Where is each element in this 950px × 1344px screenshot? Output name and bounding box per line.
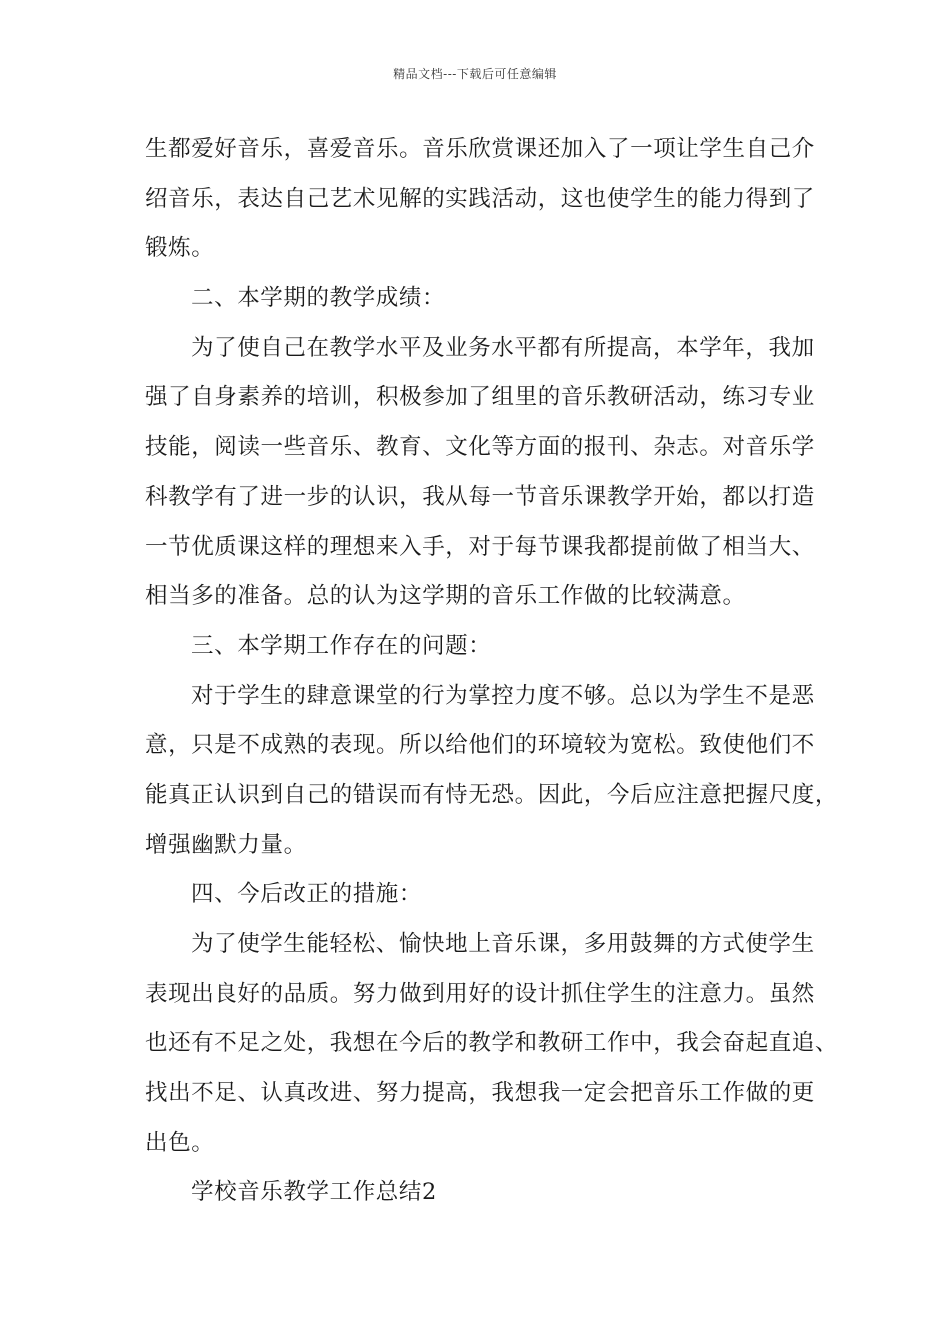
document-body [145,125,839,1218]
paragraph-line: 生都爱好音乐，喜爱音乐。音乐欣赏课还加入了一项让学生自己介 [145,136,815,162]
paragraph-line: 绍音乐，表达自己艺术见解的实践活动，这也使学生的能力得到了 [145,185,815,212]
paragraph-line: 锻炼。 [145,235,215,262]
section-heading: 三、本学期工作存在的问题： [191,632,492,659]
paragraph-line: 也还有不足之处，我想在今后的教学和教研工作中，我会奋起直追、 [145,1030,839,1057]
paragraph-line: 意，只是不成熟的表现。所以给他们的环境较为宽松。致使他们不 [145,732,815,759]
section-heading: 四、今后改正的措施： [191,881,423,908]
paragraph-line: 科教学有了进一步的认识，我从每一节音乐课教学开始，都以打造 [145,483,815,510]
paragraph-line: 对于学生的肆意课堂的行为掌控力度不够。总以为学生不是恶 [191,682,815,709]
paragraph-line: 为了使自己在教学水平及业务水平都有所提高，本学年，我加 [191,334,815,361]
paragraph-line: 为了使学生能轻松、愉快地上音乐课，多用鼓舞的方式使学生 [191,931,815,957]
section-title: 学校音乐教学工作总结2 [191,1179,437,1206]
paragraph-line: 出色。 [145,1129,215,1156]
paragraph-line: 能真正认识到自己的错误而有恃无恐。因此，今后应注意把握尺度， [145,781,839,808]
section-heading: 二、本学期的教学成绩： [191,285,446,312]
paragraph-line: 找出不足、认真改进、努力提高，我想我一定会把音乐工作做的更 [145,1080,815,1107]
paragraph-line: 一节优质课这样的理想来入手，对于每节课我都提前做了相当大、 [145,533,815,560]
paragraph-line: 相当多的准备。总的认为这学期的音乐工作做的比较满意。 [145,583,746,610]
paragraph-line: 技能，阅读一些音乐、教育、文化等方面的报刊、杂志。对音乐学 [145,434,815,461]
paragraph-line: 强了自身素养的培训，积极参加了组里的音乐教研活动，练习专业 [145,384,815,411]
paragraph-line: 增强幽默力量。 [145,831,307,858]
page-header: 精品文档---下载后可任意编辑 [393,67,557,81]
paragraph-line: 表现出良好的品质。努力做到用好的设计抓住学生的注意力。虽然 [145,980,815,1007]
